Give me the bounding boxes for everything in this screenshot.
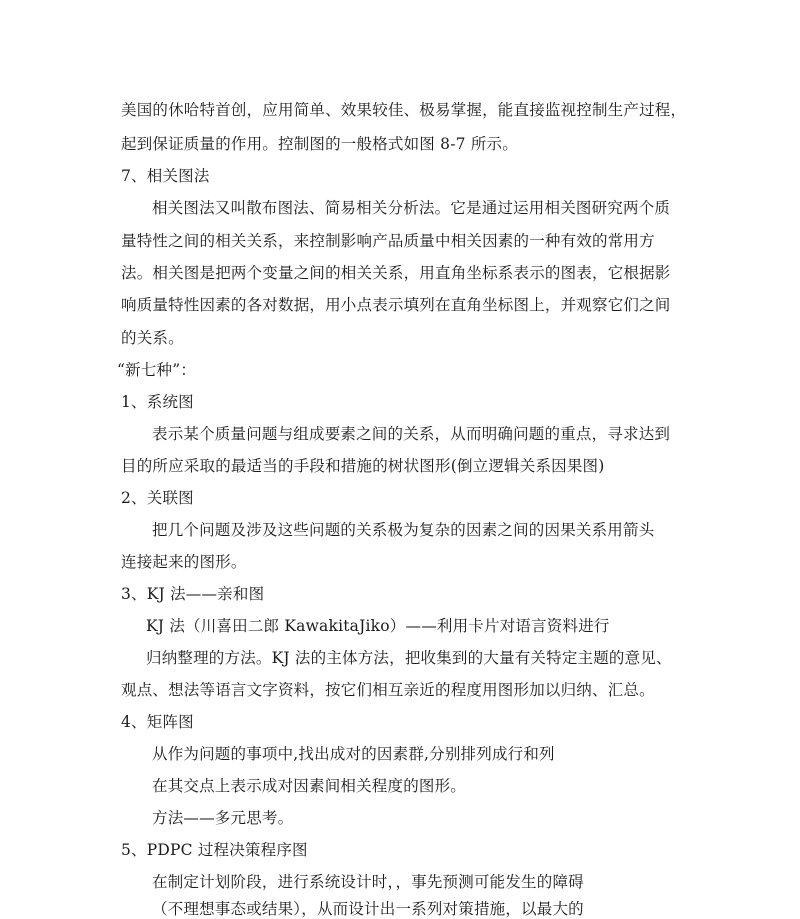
paragraph-line-2: 起到保证质量的作用。控制图的一般格式如图 8-7 所示。: [121, 135, 518, 153]
section-heading-relation-diagram: 2、关联图: [121, 489, 194, 507]
paragraph-line-19-partial: （不理想事态或结果），从而设计出一系列对策措施，以最大的: [152, 900, 584, 918]
section-heading-matrix-diagram: 4、矩阵图: [121, 713, 194, 731]
paragraph-line-13: 归纳整理的方法。KJ 法的主体方法，把收集到的大量有关特定主题的意见、: [146, 649, 672, 667]
section-heading-kj-method: 3、KJ 法——亲和图: [121, 585, 265, 603]
paragraph-line-15: 从作为问题的事项中,找出成对的因素群,分别排列成行和列: [152, 745, 555, 763]
paragraph-line-17: 方法——多元思考。: [152, 809, 294, 827]
paragraph-line-10: 把几个问题及涉及这些问题的关系极为复杂的因素之间的因果关系用箭头: [152, 521, 655, 539]
paragraph-line-16: 在其交点上表示成对因素间相关程度的图形。: [152, 777, 467, 795]
paragraph-line-6: 响质量特性因素的各对数据，用小点表示填列在直角坐标图上，并观察它们之间: [121, 296, 671, 314]
paragraph-line-14: 观点、想法等语言文字资料，按它们相互亲近的程度用图形加以归纳、汇总。: [121, 681, 655, 699]
paragraph-line-1: 美国的休哈特首创，应用简单、效果较佳、极易掌握，能直接监视控制生产过程，: [121, 101, 687, 119]
paragraph-line-11: 连接起来的图形。: [121, 553, 247, 571]
paragraph-line-8: 表示某个质量问题与组成要素之间的关系，从而明确问题的重点，寻求达到: [152, 425, 671, 443]
section-heading-correlation-diagram: 7、相关图法: [121, 167, 210, 185]
paragraph-line-9: 目的所应采取的最适当的手段和措施的树状图形(倒立逻辑关系因果图): [121, 457, 605, 475]
section-heading-system-diagram: 1、系统图: [121, 393, 194, 411]
section-heading-pdpc: 5、PDPC 过程决策程序图: [121, 841, 308, 859]
new-seven-tools-heading: “新七种”：: [117, 361, 197, 379]
paragraph-line-5: 法。相关图是把两个变量之间的相关关系，用直角坐标系表示的图表，它根据影: [121, 264, 671, 282]
paragraph-line-3: 相关图法又叫散布图法、简易相关分析法。它是通过运用相关图研究两个质: [152, 199, 671, 217]
paragraph-line-18: 在制定计划阶段，进行系统设计时，，事先预测可能发生的障碍: [152, 873, 584, 891]
paragraph-line-7: 的关系。: [121, 329, 184, 347]
paragraph-line-4: 量特性之间的相关关系，来控制影响产品质量中相关因素的一种有效的常用方: [121, 232, 655, 250]
paragraph-line-12: KJ 法（川喜田二郎 KawakitaJiko）——利用卡片对语言资料进行: [146, 617, 610, 635]
